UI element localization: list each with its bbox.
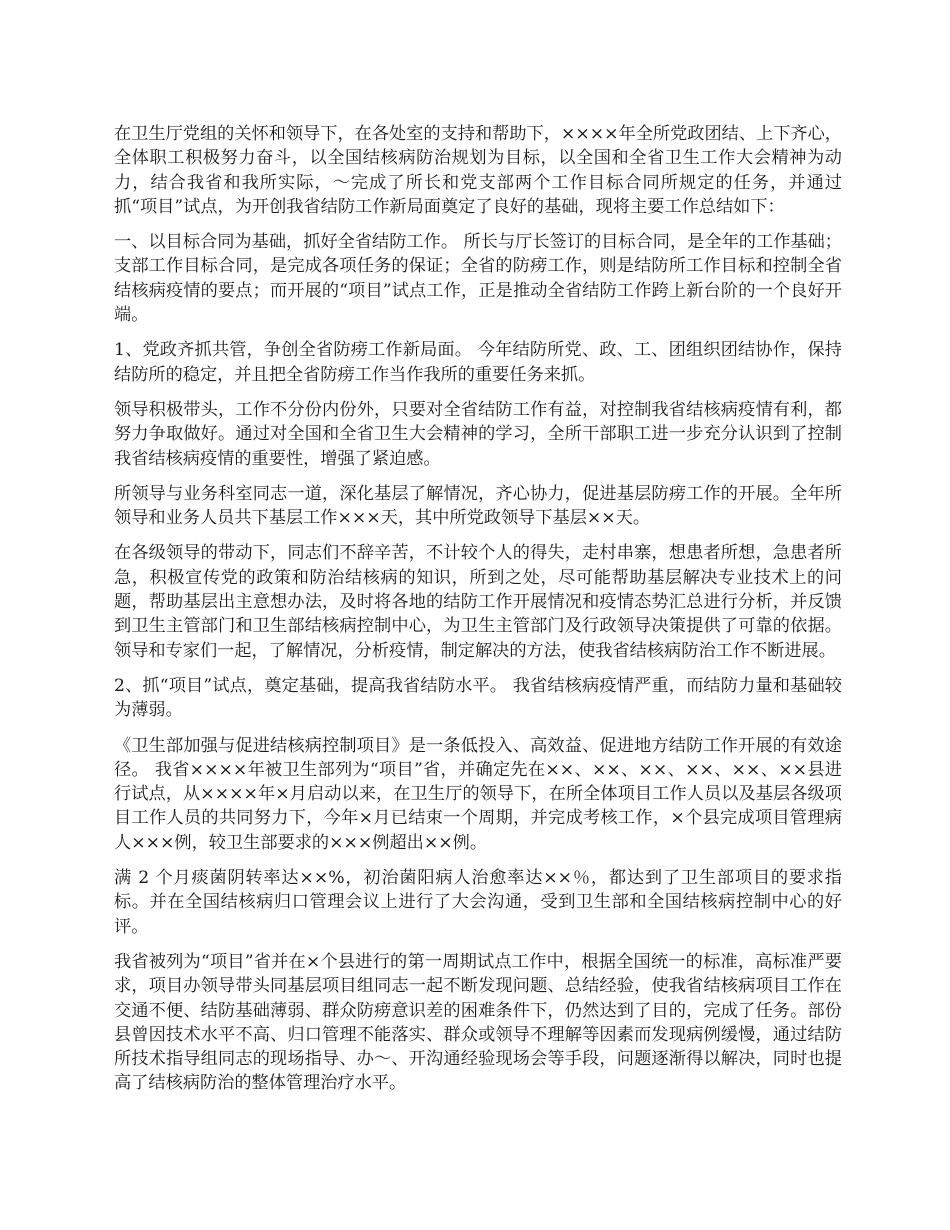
paragraph-results: 满 2 个月痰菌阴转率达××%，初治菌阳病人治愈率达××％，都达到了卫生部项目的要求指标。并在全国结核病归口管理会议上进行了大会沟通，受到卫生部和全国结核病控制中心的好评。 — [114, 868, 842, 937]
paragraph-section-1: 一、以目标合同为基础，抓好全省结防工作。 所长与厅长签订的目标合同，是全年的工作基础；支部工作目标合同，是完成各项任务的保证；全省的防痨工作，则是结防所工作目标和控制全省结核病疫情的要点；而开展的“项目”试点工作，正是推动全省结防工作跨上新台阶的一个良好开端。 — [114, 232, 842, 326]
paragraph-grassroots: 所领导与业务科室同志一道，深化基层了解情况，齐心协力，促进基层防痨工作的开展。全年所领导和业务人员共下基层工作×××天，其中所党政领导下基层××天。 — [114, 483, 842, 529]
document-page — [114, 122, 842, 1107]
paragraph-intro: 在卫生厅党组的关怀和领导下，在各处室的支持和帮助下，××××年全所党政团结、上下齐心，全体职工积极努力奋斗，以全国结核病防治规划为目标，以全国和全省卫生工作大会精神为动力，结合我省和我所实际，～完成了所长和党支部两个工作目标合同所规定的任务，并通过抓“项目”试点，为开创我省结防工作新局面奠定了良好的基础，现将主要工作总结如下： — [114, 124, 842, 217]
paragraph-leadership: 领导积极带头，工作不分份内份外，只要对全省结防工作有益，对控制我省结核病疫情有利，都努力争取做好。通过对全国和全省卫生大会精神的学习，全所干部职工进一步充分认识到了控制我省结核病疫情的重要性，增强了紧迫感。 — [114, 399, 842, 469]
paragraph-project: 《卫生部加强与促进结核病控制项目》是一条低投入、高效益、促进地方结防工作开展的有效途径。 我省××××年被卫生部列为“项目”省，并确定先在××、××、××、××、××、××县进行试点，从××××年×月启动以来，在卫生厅的领导下，在所全体项目工作人员以及基层各级项目工作人员的共同努力下，今年×月已结束一个周期，并完成考核工作，×个县完成项目管理病人×××例，较卫生部要求的×××例超出××例。 — [114, 735, 842, 853]
paragraph-field-work: 在各级领导的带动下，同志们不辞辛苦，不计较个人的得失，走村串寨，想患者所想，急患者所急，积极宣传党的政策和防治结核病的知识，所到之处，尽可能帮助基层解决专业技术上的问题，帮助基层出主意想办法，及时将各地的结防工作开展情况和疫情态势汇总进行分析，并反馈到卫生主管部门和卫生部结核病控制中心，为卫生主管部门及行政领导决策提供了可靠的依据。领导和专家们一起，了解情况，分析疫情，制定解决的方法，使我省结核病防治工作不断进展。 — [114, 543, 842, 661]
paragraph-item-1: 1、党政齐抓共管，争创全省防痨工作新局面。 今年结防所党、政、工、团组织团结协作，保持结防所的稳定，并且把全省防痨工作当作我所的重要任务来抓。 — [114, 340, 842, 385]
paragraph-pilot-summary: 我省被列为“项目”省并在×个县进行的第一周期试点工作中，根据全国统一的标准，高标准严要求，项目办领导带头同基层项目组同志一起不断发现问题、总结经验，使我省结核病项目工作在交通不便、结防基础薄弱、群众防痨意识差的困难条件下，仍然达到了目的，完成了任务。部份县曾因技术水平不高、归口管理不能落实、群众或领导不理解等因素而发现病例缓慢，通过结防所技术指导组同志的现场指导、办～、开沟通经验现场会等手段，问题逐渐得以解决，同时也提高了结核病防治的整体管理治疗水平。 — [114, 951, 842, 1094]
paragraph-item-2: 2、抓“项目”试点，奠定基础，提高我省结防水平。 我省结核病疫情严重，而结防力量和基础较为薄弱。 — [114, 675, 842, 721]
